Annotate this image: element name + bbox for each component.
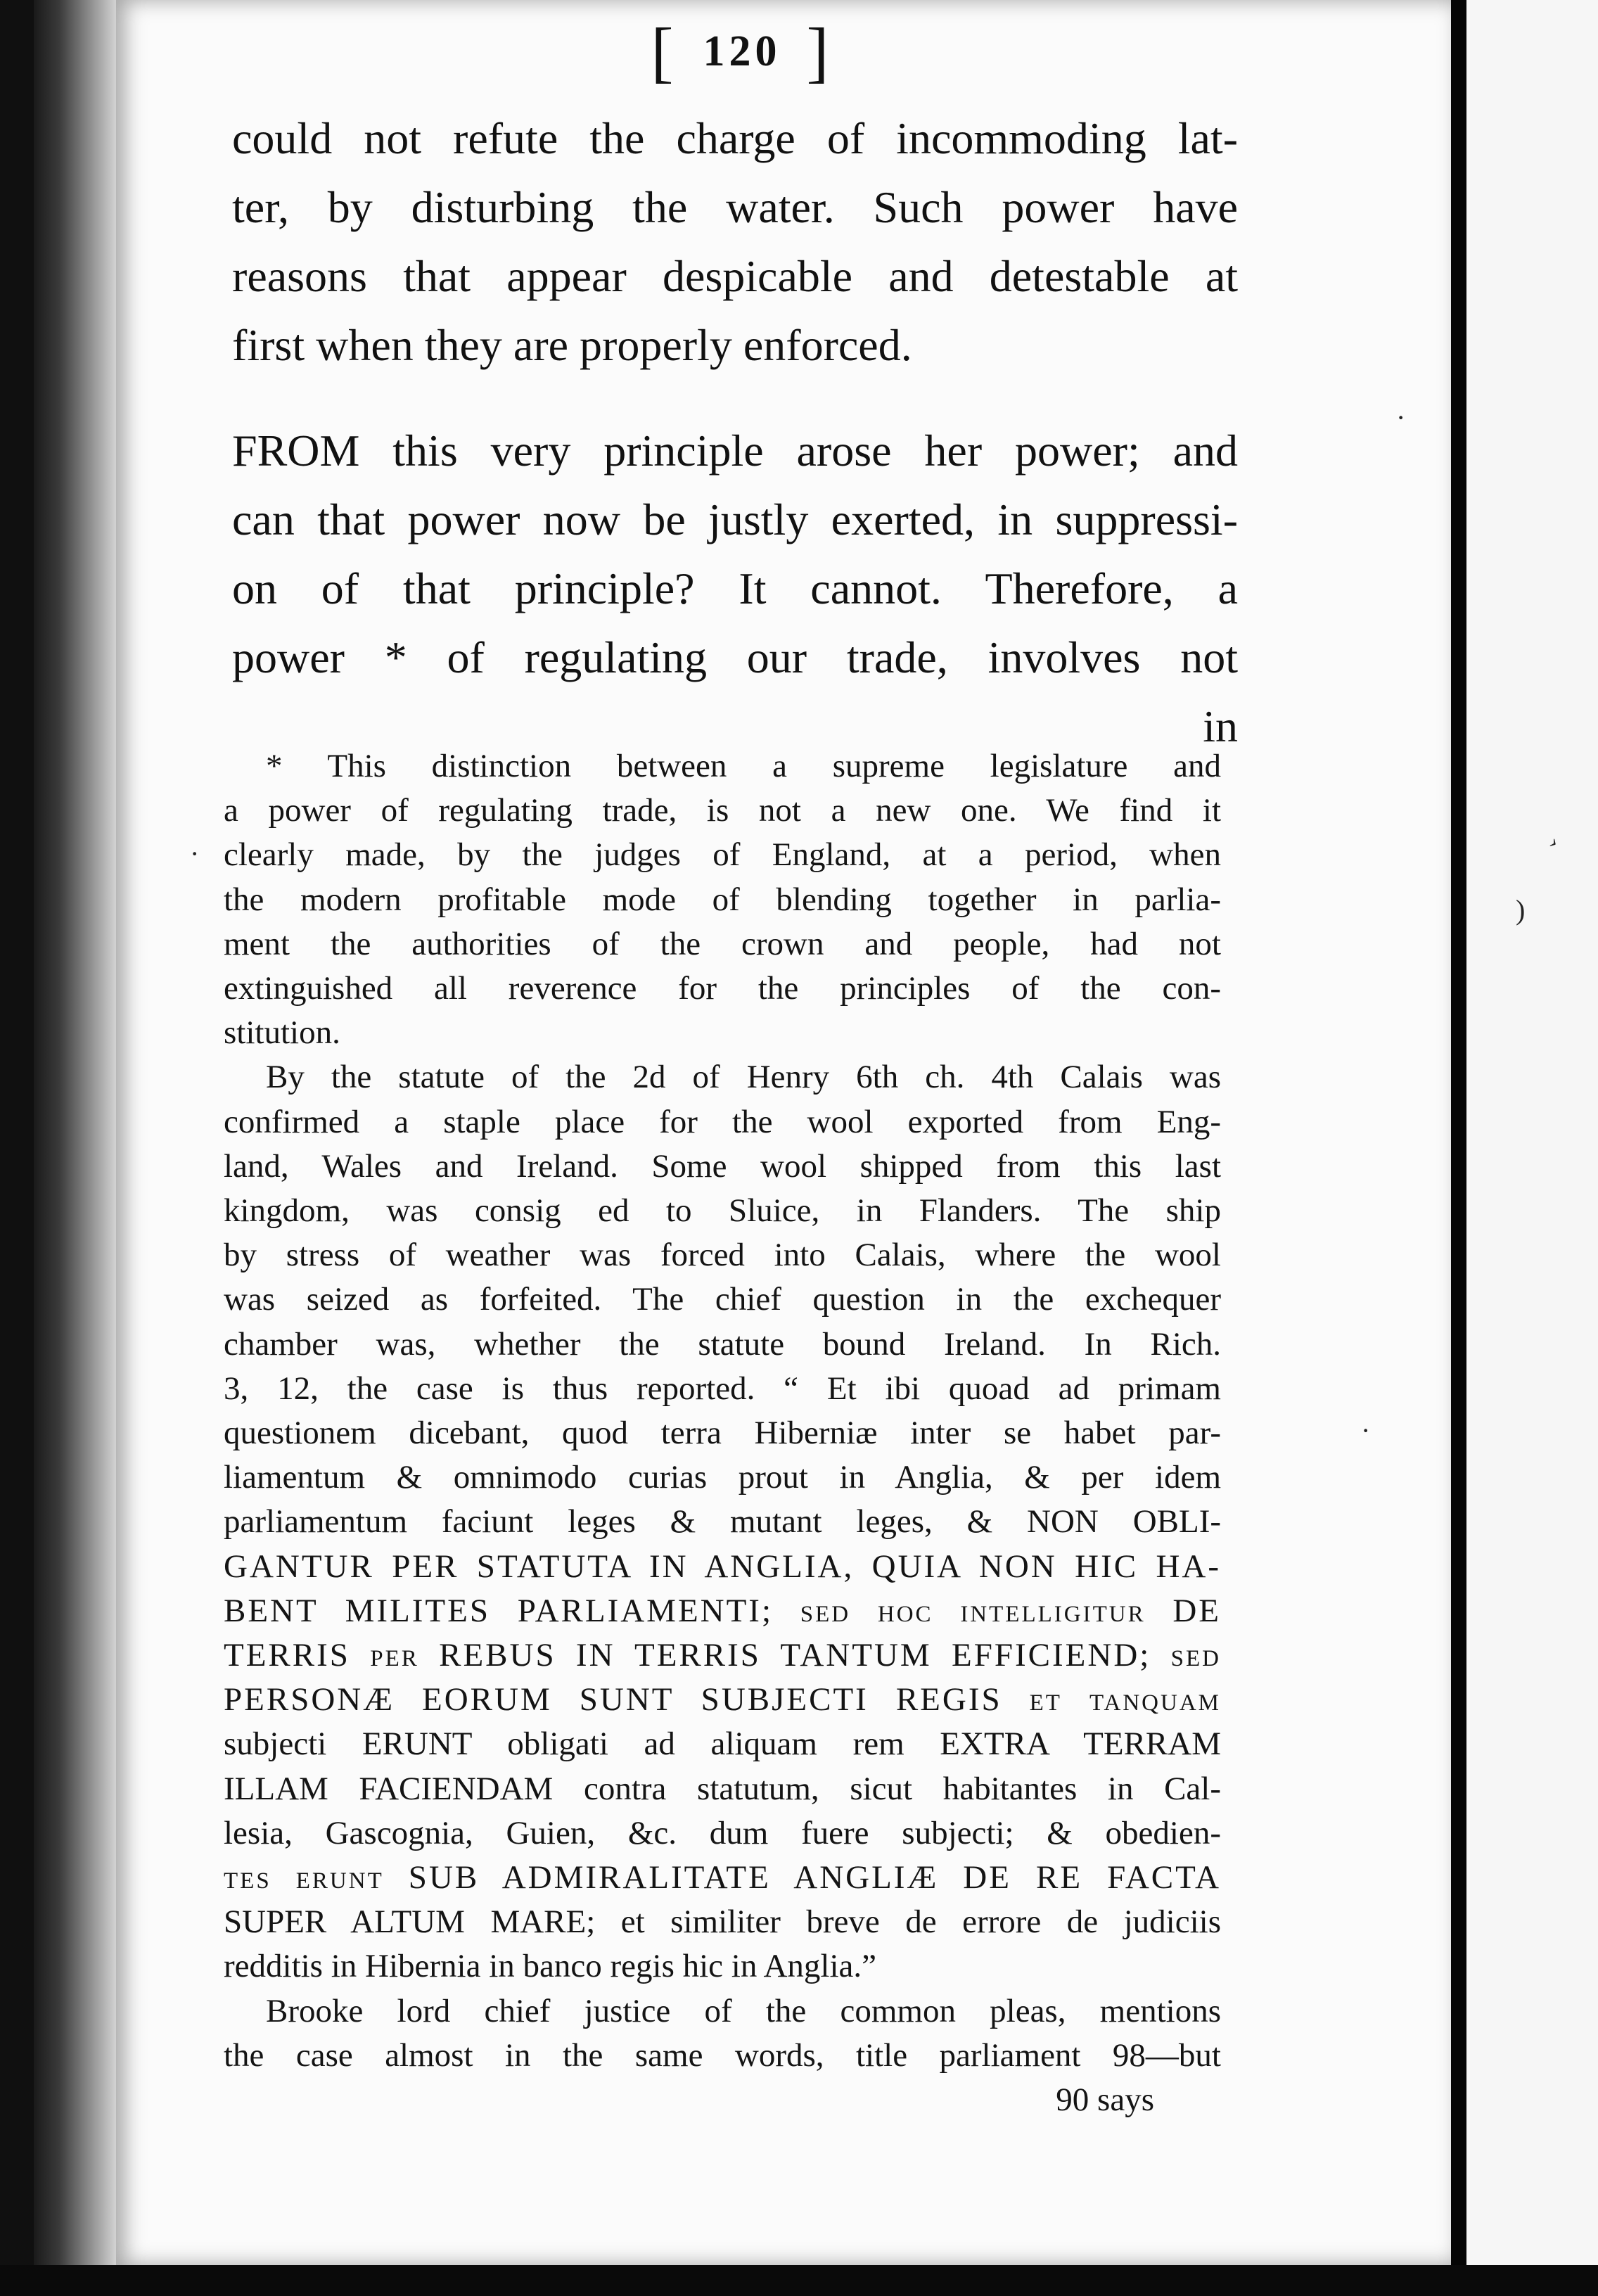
text-line: power * of regulating our trade, involves not (232, 632, 1238, 682)
footnote-line: TERRIS per REBUS IN TERRIS TANTUM EFFICIEND; sed (224, 1637, 1221, 1674)
footnote-line: clearly made, by the judges of England, at a period, when (224, 836, 1221, 874)
footnote-line: By the statute of the 2d of Henry 6th ch. 4th Calais was (266, 1059, 1221, 1096)
footnote-line: PERSONÆ EORUM SUNT SUBJECTI REGIS et tanquam (224, 1681, 1221, 1718)
margin-speck: · (1396, 402, 1406, 433)
footnote-line: the case almost in the same words, title parliament 98—but (224, 2036, 1221, 2074)
facing-page-mark: ) (1516, 894, 1526, 926)
footnote-line: kingdom, was consig ed to Sluice, in Flanders. The ship (224, 1192, 1221, 1230)
footnote-line: ILLAM FACIENDAM contra statutum, sicut habitantes in Cal- (224, 1770, 1221, 1807)
header-bracket-open: [ (651, 13, 678, 89)
footnote-line: redditis in Hibernia in banco regis hic in Anglia.” (224, 1948, 877, 1985)
facing-page-mark: › (1545, 829, 1564, 854)
footnote-line: * This distinction between a supreme legislature and (266, 748, 1221, 784)
text-line: FROM this very principle arose her power; and (232, 426, 1238, 476)
text-line: ter, by disturbing the water. Such power have (232, 182, 1238, 232)
text-line: can that power now be justly exerted, in suppressi- (232, 495, 1238, 544)
footnote-line: SUPER ALTUM MARE; et similiter breve de errore de judiciis (224, 1903, 1221, 1941)
footnote-line: by stress of weather was forced into Calais, where the wool (224, 1237, 1221, 1274)
footnote-line: confirmed a staple place for the wool exported from Eng- (224, 1103, 1221, 1140)
main-text (232, 104, 1238, 761)
footnote-line: stitution. (224, 1014, 340, 1052)
footnote-line: questionem dicebant, quod terra Hiberniæ inter se habet par- (224, 1415, 1221, 1452)
footnote-line: BENT MILITES PARLIAMENTI; sed hoc intelligitur DE (224, 1592, 1221, 1629)
page-header (594, 13, 890, 90)
text-line: first when they are properly enforced. (232, 320, 912, 370)
footnote-line: a power of regulating trade, is not a new one. We find it (224, 792, 1221, 829)
footnote-line: chamber was, whether the statute bound Ireland. In Rich. (224, 1325, 1221, 1363)
footnote-line: Brooke lord chief justice of the common pleas, mentions (266, 1992, 1221, 2029)
footnote-line: GANTUR PER STATUTA IN ANGLIA, QUIA NON HIC HA- (224, 1548, 1221, 1585)
catchword: in (1203, 701, 1238, 751)
page-number: 120 (703, 27, 781, 75)
page-gutter (1451, 0, 1466, 2296)
footnote-line: liamentum & omnimodo curias prout in Anglia, & per idem (224, 1459, 1221, 1496)
footnote-line: the modern profitable mode of blending together in parlia- (224, 881, 1221, 918)
facing-page-edge (1466, 0, 1598, 2265)
footnote (224, 744, 1221, 2122)
header-bracket-close: ] (806, 13, 833, 89)
text-line: could not refute the charge of incommoding lat- (232, 113, 1238, 163)
footnote-line: was seized as forfeited. The chief question in the exchequer (224, 1281, 1221, 1318)
footnote-line: ment the authorities of the crown and people, had not (224, 925, 1221, 962)
footnote-line: lesia, Gascognia, Guien, &c. dum fuere subjecti; & obedien- (224, 1814, 1221, 1851)
paragraph-gap (232, 380, 1238, 416)
footnote-line: land, Wales and Ireland. Some wool shipped from this last (224, 1147, 1221, 1185)
text-line: reasons that appear despicable and detestable at (232, 251, 1238, 301)
catchword: 90 says (1056, 2081, 1154, 2119)
footnote-line: extinguished all reverence for the principles of the con- (224, 970, 1221, 1007)
footnote-line: tes erunt SUB ADMIRALITATE ANGLIÆ DE RE FACTA (224, 1859, 1221, 1896)
book-spine-shadow (34, 0, 118, 2296)
footnote-line: subjecti ERUNT obligati ad aliquam rem EXTRA TERRAM (224, 1726, 1221, 1763)
footnote-line: 3, 12, the case is thus reported. “ Et ibi quoad ad primam (224, 1370, 1221, 1407)
margin-speck: · (1361, 1415, 1371, 1446)
margin-speck: · (190, 838, 200, 869)
text-line: on of that principle? It cannot. Therefore, a (232, 563, 1238, 613)
footnote-line: parliamentum faciunt leges & mutant leges, & NON OBLI- (224, 1503, 1221, 1541)
scan-bottom-edge (0, 2265, 1598, 2296)
